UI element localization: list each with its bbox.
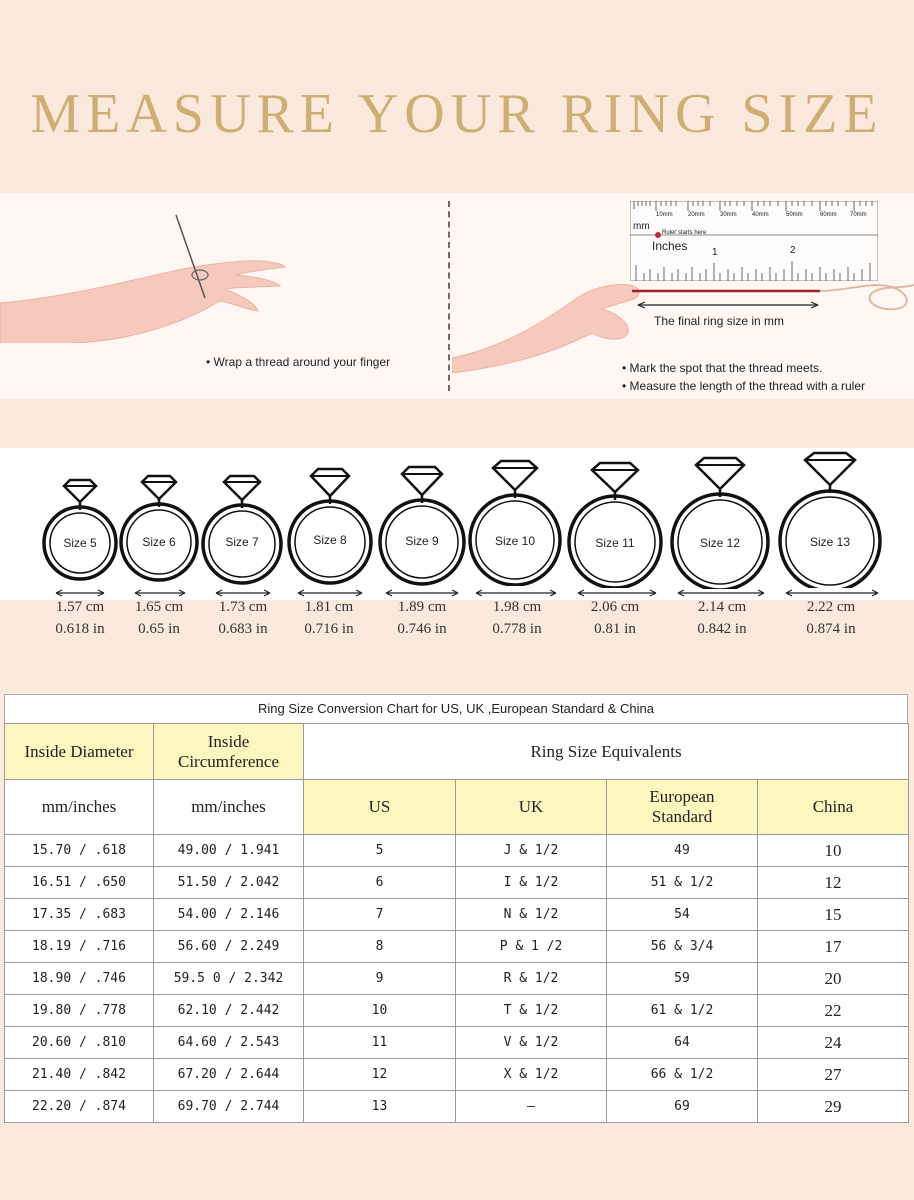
cell-us: 10 [304,995,456,1027]
table-row [5,867,909,899]
cell-diameter: 22.20 / .874 [5,1091,154,1123]
ring-11-measurements [570,596,660,640]
ring-9-measurements [378,596,466,640]
ring-in: 0.683 in [218,621,268,637]
cell-eu: 49 [607,835,758,867]
cell-circumference: 62.10 / 2.442 [154,995,304,1027]
ring-size-label: Size 10 [494,534,536,548]
cell-circumference: 54.00 / 2.146 [154,899,304,931]
cell-diameter: 19.80 / .778 [5,995,154,1027]
cell-eu: 66 & 1/2 [607,1059,758,1091]
table-header-row [5,724,909,780]
cell-eu: 64 [607,1027,758,1059]
cell-china: 17 [758,931,909,963]
ring-size-conversion-chart [4,694,908,1123]
hand-with-thread-illustration [0,203,300,343]
cell-us: 11 [304,1027,456,1059]
cell-circumference: 56.60 / 2.249 [154,931,304,963]
table-row [5,1091,909,1123]
ring-in: 0.716 in [304,621,354,637]
diamond-ring-icon [464,458,566,586]
ring-size-5 [40,476,120,586]
table-row [5,899,909,931]
cell-diameter: 18.90 / .746 [5,963,154,995]
final-size-label: The final ring size in mm [654,314,785,328]
cell-us: 8 [304,931,456,963]
diamond-ring-icon [40,476,120,586]
subheader-uk: UK [456,780,607,835]
cell-china: 29 [758,1091,909,1123]
ring-size-9 [374,464,470,586]
cell-diameter: 21.40 / .842 [5,1059,154,1091]
cell-circumference: 67.20 / 2.644 [154,1059,304,1091]
ring-cm: 2.14 cm [697,599,747,615]
cell-us: 7 [304,899,456,931]
ring-cm: 1.57 cm [55,599,105,615]
table-row [5,835,909,867]
cell-diameter: 16.51 / .650 [5,867,154,899]
header-inside-circ-line1: Inside [207,731,250,751]
ring-12-measurements [676,596,768,640]
cell-china: 15 [758,899,909,931]
cell-diameter: 20.60 / .810 [5,1027,154,1059]
cell-us: 5 [304,835,456,867]
cell-china: 27 [758,1059,909,1091]
cell-circumference: 49.00 / 1.941 [154,835,304,867]
subheader-china: China [758,780,909,835]
subheader-eu-line2: Standard [651,807,713,826]
diamond-ring-icon [198,472,286,586]
cell-eu: 59 [607,963,758,995]
subheader-us: US [304,780,456,835]
cell-uk: — [456,1091,607,1123]
ruler-mm-tick-5: 50mm [786,212,803,218]
ruler-inch-tick-1: 1 [712,247,718,258]
ring-size-6 [117,472,201,584]
ruler-inch-tick-2: 2 [790,245,796,256]
ruler-illustration [630,201,878,281]
subheader-eu-line1: European [649,787,715,806]
table-row [5,1059,909,1091]
ring-size-label: Size 6 [142,535,176,549]
ring-cm: 1.73 cm [218,599,268,615]
section-divider [448,201,450,391]
step-measure-length: • Measure the length of the thread with a ruler [622,379,866,393]
ring-cm: 1.65 cm [134,599,184,615]
cell-uk: N & 1/2 [456,899,607,931]
ring-in: 0.81 in [594,621,636,637]
table-subheader-row [5,780,909,835]
table-row [5,963,909,995]
header-inside-circumference [154,724,304,780]
ring-cm: 1.98 cm [492,599,542,615]
ring-7-measurements [200,596,286,640]
cell-uk: R & 1/2 [456,963,607,995]
ring-size-label: Size 11 [595,536,635,550]
table-row [5,995,909,1027]
cell-china: 24 [758,1027,909,1059]
diamond-ring-icon [562,460,668,588]
ring-in: 0.874 in [806,621,856,637]
ring-in: 0.65 in [138,621,180,637]
ring-size-label: Size 13 [809,535,851,549]
step-measure-thread [622,359,865,395]
ring-size-label: Size 5 [63,536,97,550]
ring-size-13 [772,450,888,588]
ruler-starts-here-label: Ruler starts here [662,230,707,236]
cell-us: 6 [304,867,456,899]
ring-in: 0.746 in [397,621,447,637]
ring-in: 0.618 in [55,621,105,637]
ring-size-label: Size 8 [313,533,347,547]
ruler-mm-tick-1: 10mm [656,212,673,218]
cell-eu: 61 & 1/2 [607,995,758,1027]
ring-cm: 2.06 cm [590,599,640,615]
ring-size-10 [464,458,566,586]
ruler-mm-tick-2: 20mm [688,212,705,218]
ring-size-12 [664,455,776,589]
diamond-ring-icon [772,450,888,588]
ring-size-8 [284,466,376,586]
cell-eu: 51 & 1/2 [607,867,758,899]
ruler-mm-tick-6: 60mm [820,212,837,218]
ring-cm: 2.22 cm [806,599,856,615]
cell-uk: I & 1/2 [456,867,607,899]
cell-circumference: 64.60 / 2.543 [154,1027,304,1059]
cell-us: 9 [304,963,456,995]
ring-size-7 [198,472,286,586]
diamond-ring-icon [284,466,376,586]
cell-eu: 54 [607,899,758,931]
table-row [5,931,909,963]
subheader-european-standard [607,780,758,835]
cell-uk: X & 1/2 [456,1059,607,1091]
ring-13-measurements [784,596,878,640]
cell-uk: P & 1 /2 [456,931,607,963]
ring-6-measurements [118,596,200,640]
header-ring-size-equivalents: Ring Size Equivalents [304,724,909,780]
header-inside-diameter: Inside Diameter [5,724,154,780]
cell-uk: J & 1/2 [456,835,607,867]
diamond-ring-icon [664,455,776,589]
table-row [5,1027,909,1059]
cell-china: 10 [758,835,909,867]
ruler-mm-tick-4: 40mm [752,212,769,218]
ring-5-measurements [40,596,120,640]
ruler-mm-label: mm [633,221,650,232]
page-title: MEASURE YOUR RING SIZE [30,83,884,145]
diamond-ring-icon [374,464,470,586]
ring-size-label: Size 9 [405,534,439,548]
cell-uk: V & 1/2 [456,1027,607,1059]
cell-circumference: 69.70 / 2.744 [154,1091,304,1123]
cell-china: 22 [758,995,909,1027]
ruler-mm-tick-3: 30mm [720,212,737,218]
conversion-table [4,723,909,1123]
ring-in: 0.778 in [492,621,542,637]
ring-8-measurements [286,596,372,640]
cell-circumference: 51.50 / 2.042 [154,867,304,899]
header-inside-circ-line2: Circumference [178,751,279,771]
cell-diameter: 17.35 / .683 [5,899,154,931]
how-to-measure-section [0,193,914,399]
step-wrap-thread: • Wrap a thread around your finger [206,355,391,369]
cell-diameter: 15.70 / .618 [5,835,154,867]
table-caption: Ring Size Conversion Chart for US, UK ,European Standard & China [4,694,908,723]
ring-10-measurements [472,596,562,640]
subheader-circumference-unit: mm/inches [154,780,304,835]
diamond-ring-icon [117,472,201,584]
ring-size-label: Size 12 [699,536,741,550]
ruler-mm-tick-7: 70mm [850,212,867,218]
cell-circumference: 59.5 0 / 2.342 [154,963,304,995]
cell-china: 12 [758,867,909,899]
cell-diameter: 18.19 / .716 [5,931,154,963]
step-mark-spot: • Mark the spot that the thread meets. [622,361,823,375]
ring-cm: 1.81 cm [304,599,354,615]
subheader-diameter-unit: mm/inches [5,780,154,835]
ring-size-label: Size 7 [225,535,259,549]
cell-us: 12 [304,1059,456,1091]
cell-us: 13 [304,1091,456,1123]
ruler-inches-label: Inches [652,239,688,253]
ring-size-11 [562,460,668,588]
cell-eu: 69 [607,1091,758,1123]
cell-uk: T & 1/2 [456,995,607,1027]
ring-in: 0.842 in [697,621,747,637]
ring-cm: 1.89 cm [397,599,447,615]
cell-china: 20 [758,963,909,995]
cell-eu: 56 & 3/4 [607,931,758,963]
